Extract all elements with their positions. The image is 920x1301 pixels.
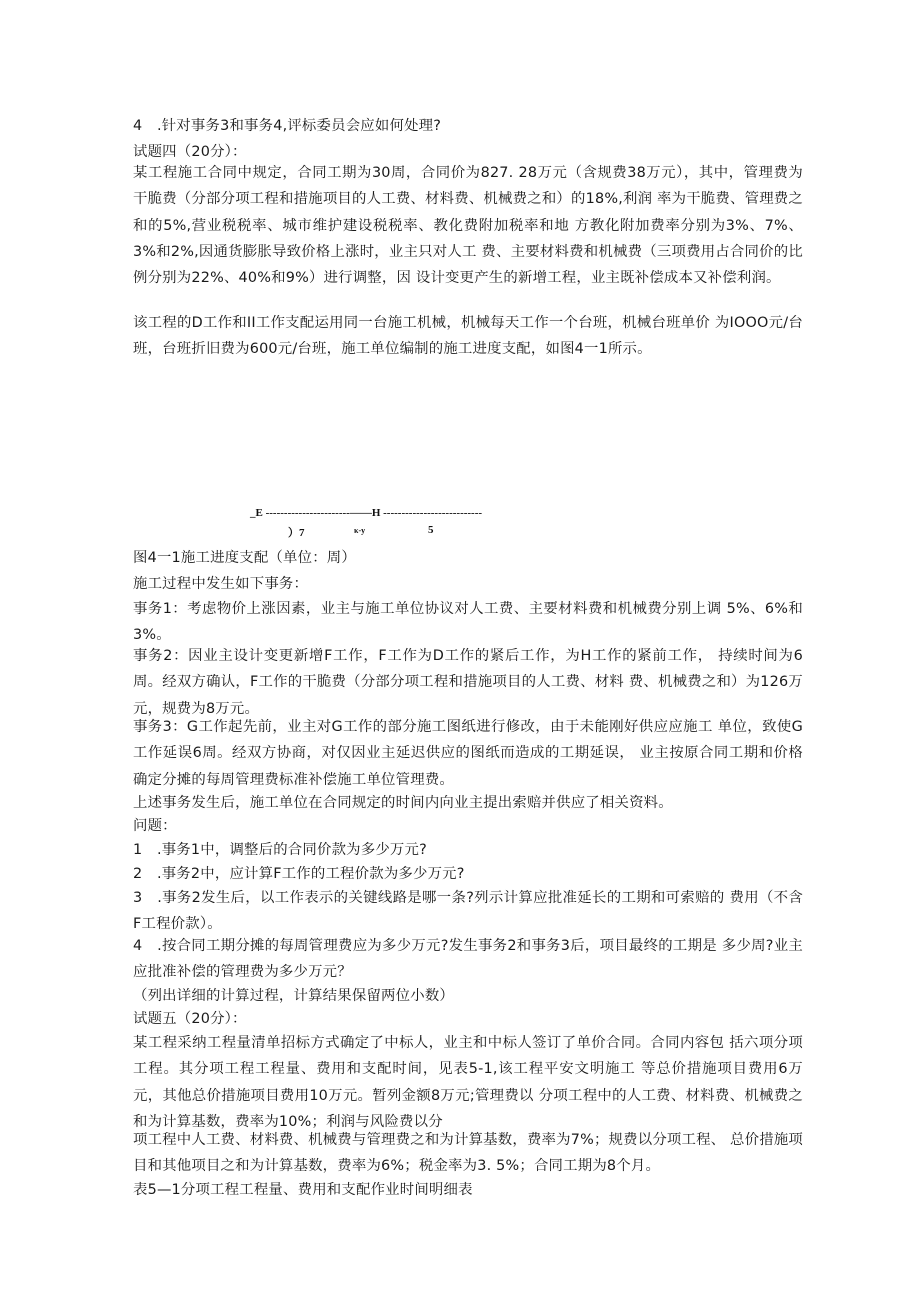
questions-heading: 问题： — [133, 818, 177, 834]
paragraph-claim: 上述事务发生后，施工单位在合同规定的时间内向业主提出索赔并供应了相关资料。 — [133, 795, 673, 811]
paragraph-machine-schedule: 该工程的D工作和II工作支配运用同一台施工机械，机械每天工作一个台班，机械台班单价 为IOOO元/台班，台班折旧费为600元/台班，施工单位编制的施工进度支配，如图4一1所示。 — [133, 315, 803, 358]
paragraph-event-1: 事务1：考虑物价上涨因素，业主与施工单位协议对人工费、主要材料费和机械费分别上调 5%、6%和 3%。 — [133, 601, 803, 644]
exam-question-5-heading: 试题五（20分）： — [133, 1011, 247, 1027]
question-1: 1 .事务1中，调整后的合同价款为多少万元? — [133, 842, 427, 858]
exam-question-4-heading: 试题四（20分）： — [133, 144, 247, 160]
figure-caption: 图4一1施工进度支配（单位：周） — [133, 550, 356, 566]
paragraph-event-3: 事务3：G工作起先前，业主对G工作的部分施工图纸进行修改，由于未能刚好供应应施工 单位，致使G工作延误6周。经双方协商，对仅因业主延迟供应的图纸而造成的工期延误， 业主按原合同工期和价格确定分摊的每周管理费标准补偿施工单位管理费。 — [133, 719, 803, 788]
question-4-line: 4 .针对事务3和事务4,评标委员会应如何处理? — [133, 118, 442, 134]
question-2: 2 .事务2中，应计算F工作的工程价款为多少万元? — [133, 866, 465, 882]
diagram-duration-label: 5 — [428, 524, 434, 536]
paragraph-contract-terms: 某工程施工合同中规定，合同工期为30周，合同价为827. 28万元（含规费38万元），其中，管理费为干脆费（分部分项工程和措施项目的人工费、材料费、机械费之和）的18%,利润 率为干脆费、管理费之和的5%,营业税税率、城市维护建设税税率、教化费附加税率和地 方教化附加费率分别为3%、7%、3%和2%,因通货膨胀导致价格上涨时，业主只对人工 费、主要材料费和机械费（三项费用占合同价的比例分别为22%、40%和9%）进行调整，因 设计变更产生的新增工程，业主既补偿成本又补偿利润。 — [133, 165, 803, 287]
diagram-node-label: κ-y — [354, 526, 366, 535]
question-4: 4 .按合同工期分摊的每周管理费应为多少万元?发生事务2和事务3后，项目最终的工期是 多少周?业主应批准补偿的管理费为多少万元？ — [133, 938, 803, 981]
schedule-network-diagram — [250, 507, 510, 539]
question-3: 3 .事务2发生后，以工作表示的关键线路是哪一条?列示计算应批准延长的工期和可索赔的 费用（不含F工程价款）。 — [133, 890, 803, 933]
table-caption: 表5—1分项工程工程量、费用和支配作业时间明细表 — [133, 1182, 473, 1198]
paragraph-question-5-cont: 项工程中人工费、材料费、机械费与管理费之和为计算基数，费率为7%；规费以分项工程、 总价措施项目和其他项目之和为计算基数，费率为6%；税金率为3. 5%；合同工期为8个月。 — [133, 1132, 803, 1175]
diagram-arrow-row: _E -----------------------——H --------------------------- — [250, 507, 483, 519]
calculation-note: （列出详细的计算过程，计算结果保留两位小数） — [133, 988, 454, 1004]
paragraph-question-5: 某工程采纳工程量清单招标方式确定了中标人，业主和中标人签订了单价合同。合同内容包 括六项分项工程。其分项工程工程量、费用和支配时间，见表5-1,该工程平安文明施工 等总价措施项目费用6万元，其他总价措施项目费用10万元。暂列金额8万元;管理费以 分项工程中的人工费、材料费、机械费之和为计算基数，费率为10%；利润与风险费以分 — [133, 1035, 803, 1130]
diagram-duration-label: ）7 — [288, 527, 305, 539]
paragraph-events-intro: 施工过程中发生如下事务： — [133, 576, 309, 592]
paragraph-event-2: 事务2：因业主设计变更新增F工作，F工作为D工作的紧后工作，为H工作的紧前工作， 持续时间为6周。经双方确认，F工作的干脆费（分部分项工程和措施项目的人工费、材料 费、机械费之和）为126万元，规费为8万元。 — [133, 648, 803, 717]
